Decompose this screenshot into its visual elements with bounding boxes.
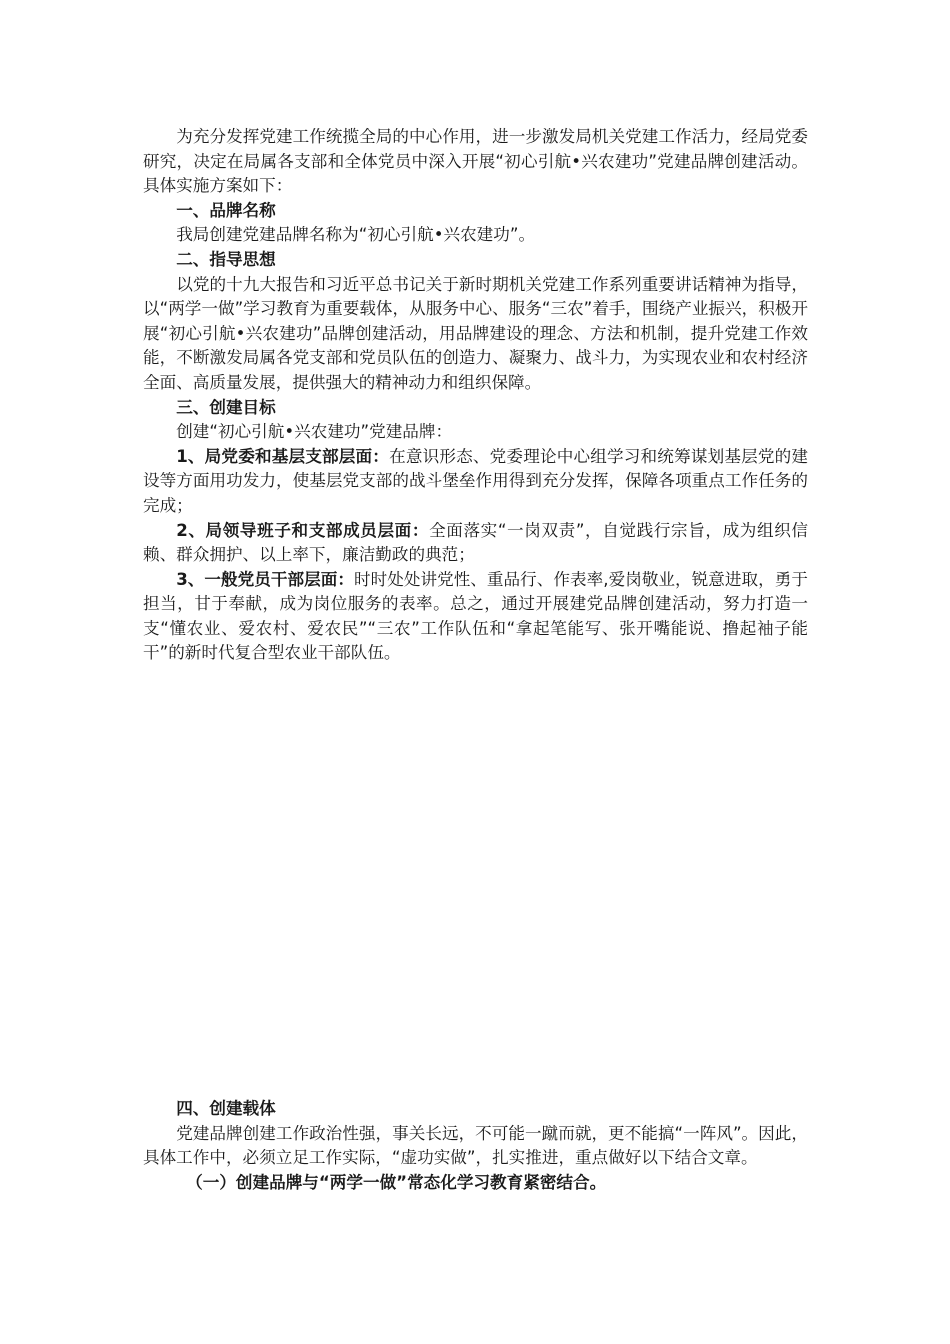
section-heading-brand-name: 一、品牌名称 — [176, 200, 276, 220]
document-body-top — [143, 125, 808, 666]
goal-item-1-lead: 1、局党委和基层支部层面： — [176, 446, 390, 466]
goal-item-1 — [143, 445, 808, 519]
section-heading-carriers: 四、创建载体 — [176, 1099, 276, 1118]
carriers-sub-heading-1: （一）创建品牌与“两学一做”常态化学习教育紧密结合。 — [186, 1172, 607, 1192]
carriers-paragraph: 党建品牌创建工作政治性强，事关长远，不可能一蹴而就，更不能搞“一阵风”。因此，具体工作中，必须立足工作实际，“虚功实做”，扎实推进，重点做好以下结合文章。 — [143, 1123, 808, 1168]
document-body-bottom — [143, 1097, 808, 1195]
section-heading-guiding-ideology: 二、指导思想 — [176, 249, 276, 269]
guiding-ideology-paragraph: 以党的十九大报告和习近平总书记关于新时期机关党建工作系列重要讲话精神为指导，以“两学一做”学习教育为重要载体，从服务中心、服务“三农”着手，围绕产业振兴，积极开展“初心引航•兴农建功”品牌创建活动，用品牌建设的理念、方法和机制，提升党建工作效能，不断激发局属各党支部和党员队伍的创造力、凝聚力、战斗力，为实现农业和农村经济全面、高质量发展，提供强大的精神动力和组织保障。 — [143, 274, 808, 392]
brand-name-paragraph: 我局创建党建品牌名称为“初心引航•兴农建功”。 — [176, 225, 536, 245]
goal-item-3-text: 时时处处讲党性、重品行、作表率,爱岗敬业，锐意进取，勇于担当，甘于奉献，成为岗位服务的表率。总之，通过开展建党品牌创建活动，努力打造一支“懂农业、爱农村、爱农民”“三农”工作队伍和“拿起笔能写、张开嘴能说、撸起袖子能干”的新时代复合型农业干部队伍。 — [143, 569, 808, 663]
goal-item-3-lead: 3、一般党员干部层面： — [176, 569, 354, 589]
intro-paragraph: 为充分发挥党建工作统揽全局的中心作用，进一步激发局机关党建工作活力，经局党委研究，决定在局属各支部和全体党员中深入开展“初心引航•兴农建功”党建品牌创建活动。具体实施方案如下： — [143, 127, 808, 196]
goal-item-3 — [143, 568, 808, 666]
section-heading-goals: 三、创建目标 — [176, 397, 276, 417]
goals-intro-paragraph: 创建“初心引航•兴农建功”党建品牌： — [176, 422, 453, 442]
goal-item-2 — [143, 519, 808, 568]
goal-item-1-text: 在意识形态、党委理论中心组学习和统筹谋划基层党的建设等方面用功发力，使基层党支部的战斗堡垒作用得到充分发挥，保障各项重点工作任务的完成； — [143, 446, 809, 515]
goal-item-2-text: 全面落实“一岗双责”，自觉践行宗旨，成为组织信赖、群众拥护、以上率下，廉洁勤政的典范； — [143, 520, 808, 565]
goal-item-2-lead: 2、局领导班子和支部成员层面： — [176, 520, 430, 540]
